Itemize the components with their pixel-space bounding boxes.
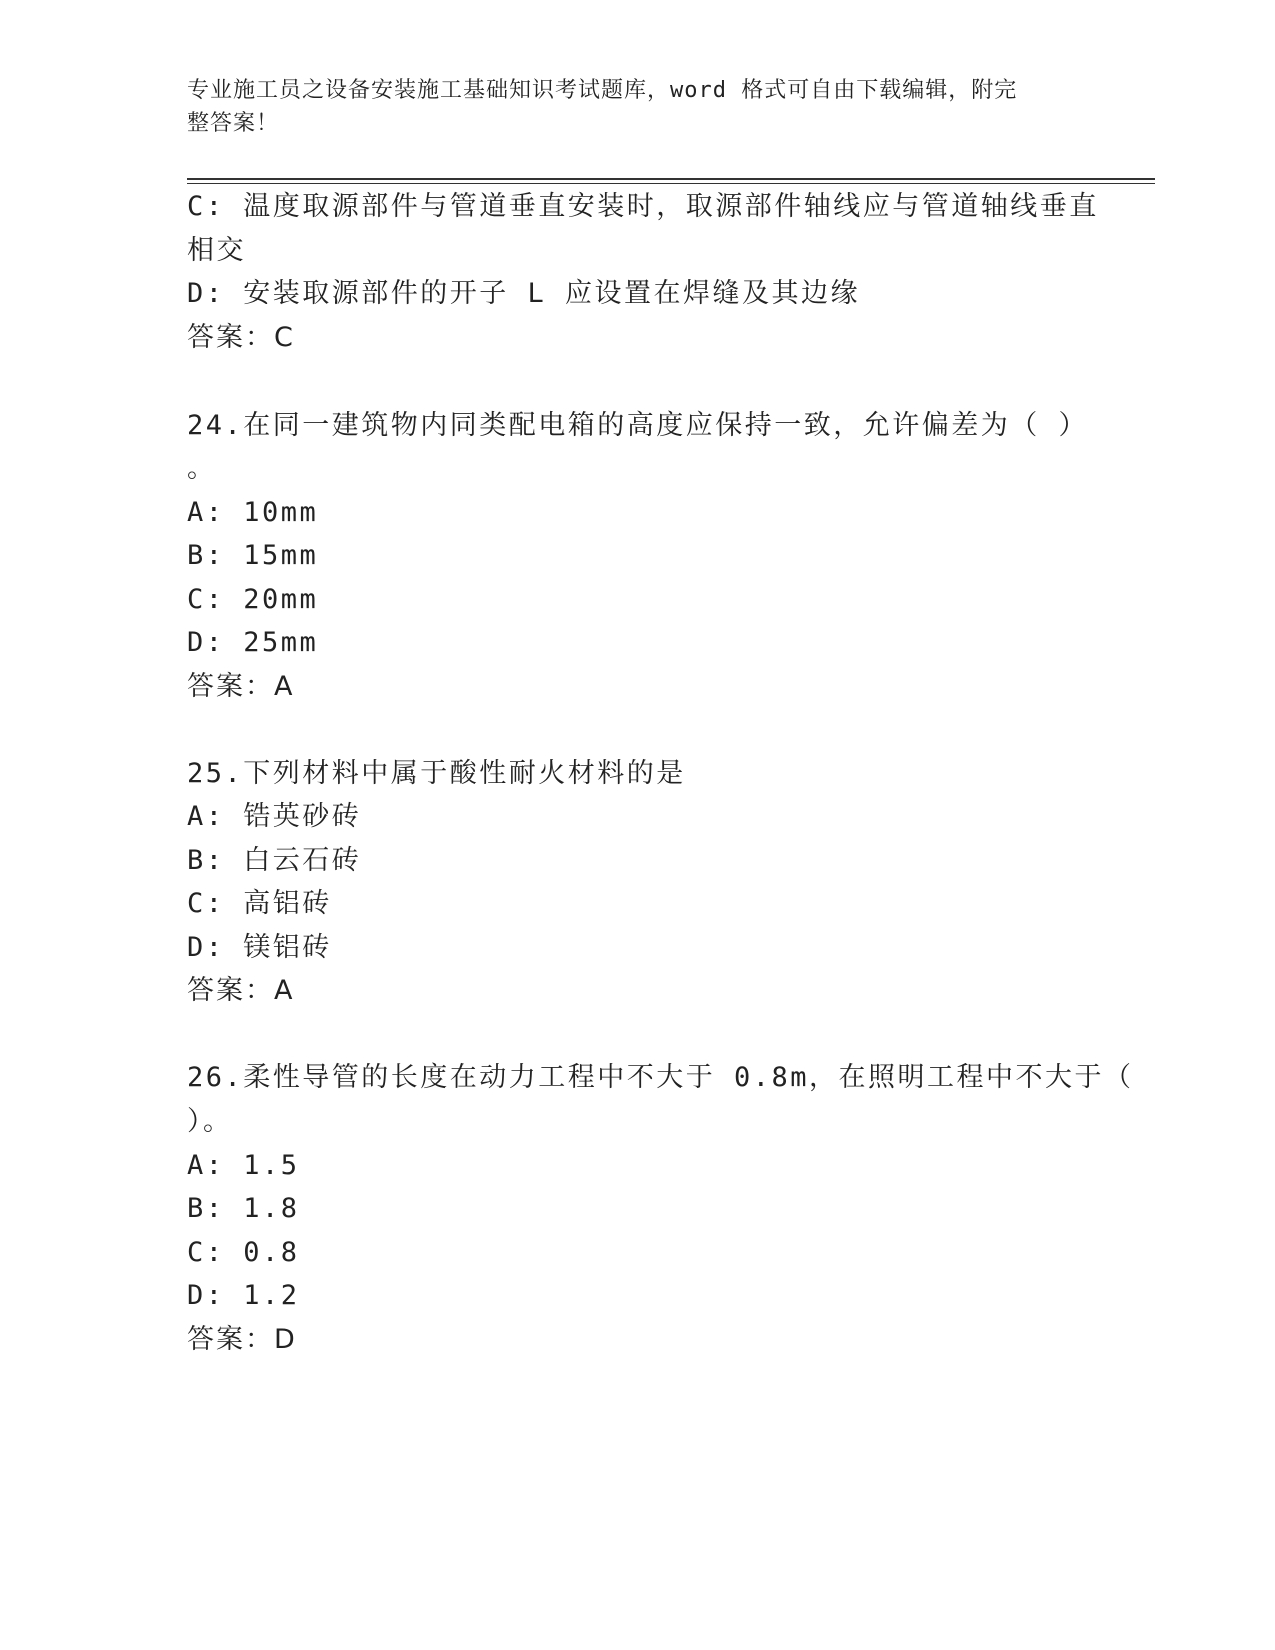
q26-answer: 答案：D	[187, 1324, 297, 1355]
q24-stem-line-1: 24.在同一建筑物内同类配电箱的高度应保持一致，允许偏差为（ ）	[187, 410, 1089, 441]
q25-option-b: B: 白云石砖	[187, 845, 362, 876]
header-line-1: 专业施工员之设备安装施工基础知识考试题库，word 格式可自由下载编辑，附完	[187, 78, 1018, 103]
q26-option-d: D: 1.2	[187, 1280, 300, 1311]
q26-option-c: C: 0.8	[187, 1237, 300, 1268]
q24-answer: 答案：A	[187, 671, 295, 702]
q24-option-a: A: 10mm	[187, 497, 319, 528]
q23-option-c-line-1: C: 温度取源部件与管道垂直安装时，取源部件轴线应与管道轴线垂直	[187, 191, 1099, 222]
q24-option-c: C: 20mm	[187, 584, 319, 615]
q24-stem-line-2: 。	[187, 453, 217, 484]
q25-option-a: A: 锆英砂砖	[187, 801, 362, 832]
q23-option-d: D: 安装取源部件的开子 L 应设置在焊缝及其边缘	[187, 278, 861, 309]
header-divider-thick	[187, 178, 1155, 180]
q23-option-c-line-2: 相交	[187, 235, 246, 266]
q25-stem: 25.下列材料中属于酸性耐火材料的是	[187, 758, 686, 789]
q24-option-d: D: 25mm	[187, 627, 319, 658]
q25-answer: 答案：A	[187, 975, 295, 1006]
q26-option-b: B: 1.8	[187, 1193, 300, 1224]
q23-answer: 答案：C	[187, 322, 295, 353]
header-divider-thin	[187, 183, 1155, 184]
q26-stem-line-2: ）。	[187, 1106, 233, 1137]
q26-stem-line-1: 26.柔性导管的长度在动力工程中不大于 0.8m，在照明工程中不大于（	[187, 1062, 1134, 1093]
q25-option-c: C: 高铝砖	[187, 888, 332, 919]
q25-option-d: D: 镁铝砖	[187, 932, 332, 963]
header-line-2: 整答案！	[187, 111, 280, 136]
page-header	[187, 74, 1067, 140]
q26-option-a: A: 1.5	[187, 1150, 300, 1181]
q24-option-b: B: 15mm	[187, 540, 319, 571]
